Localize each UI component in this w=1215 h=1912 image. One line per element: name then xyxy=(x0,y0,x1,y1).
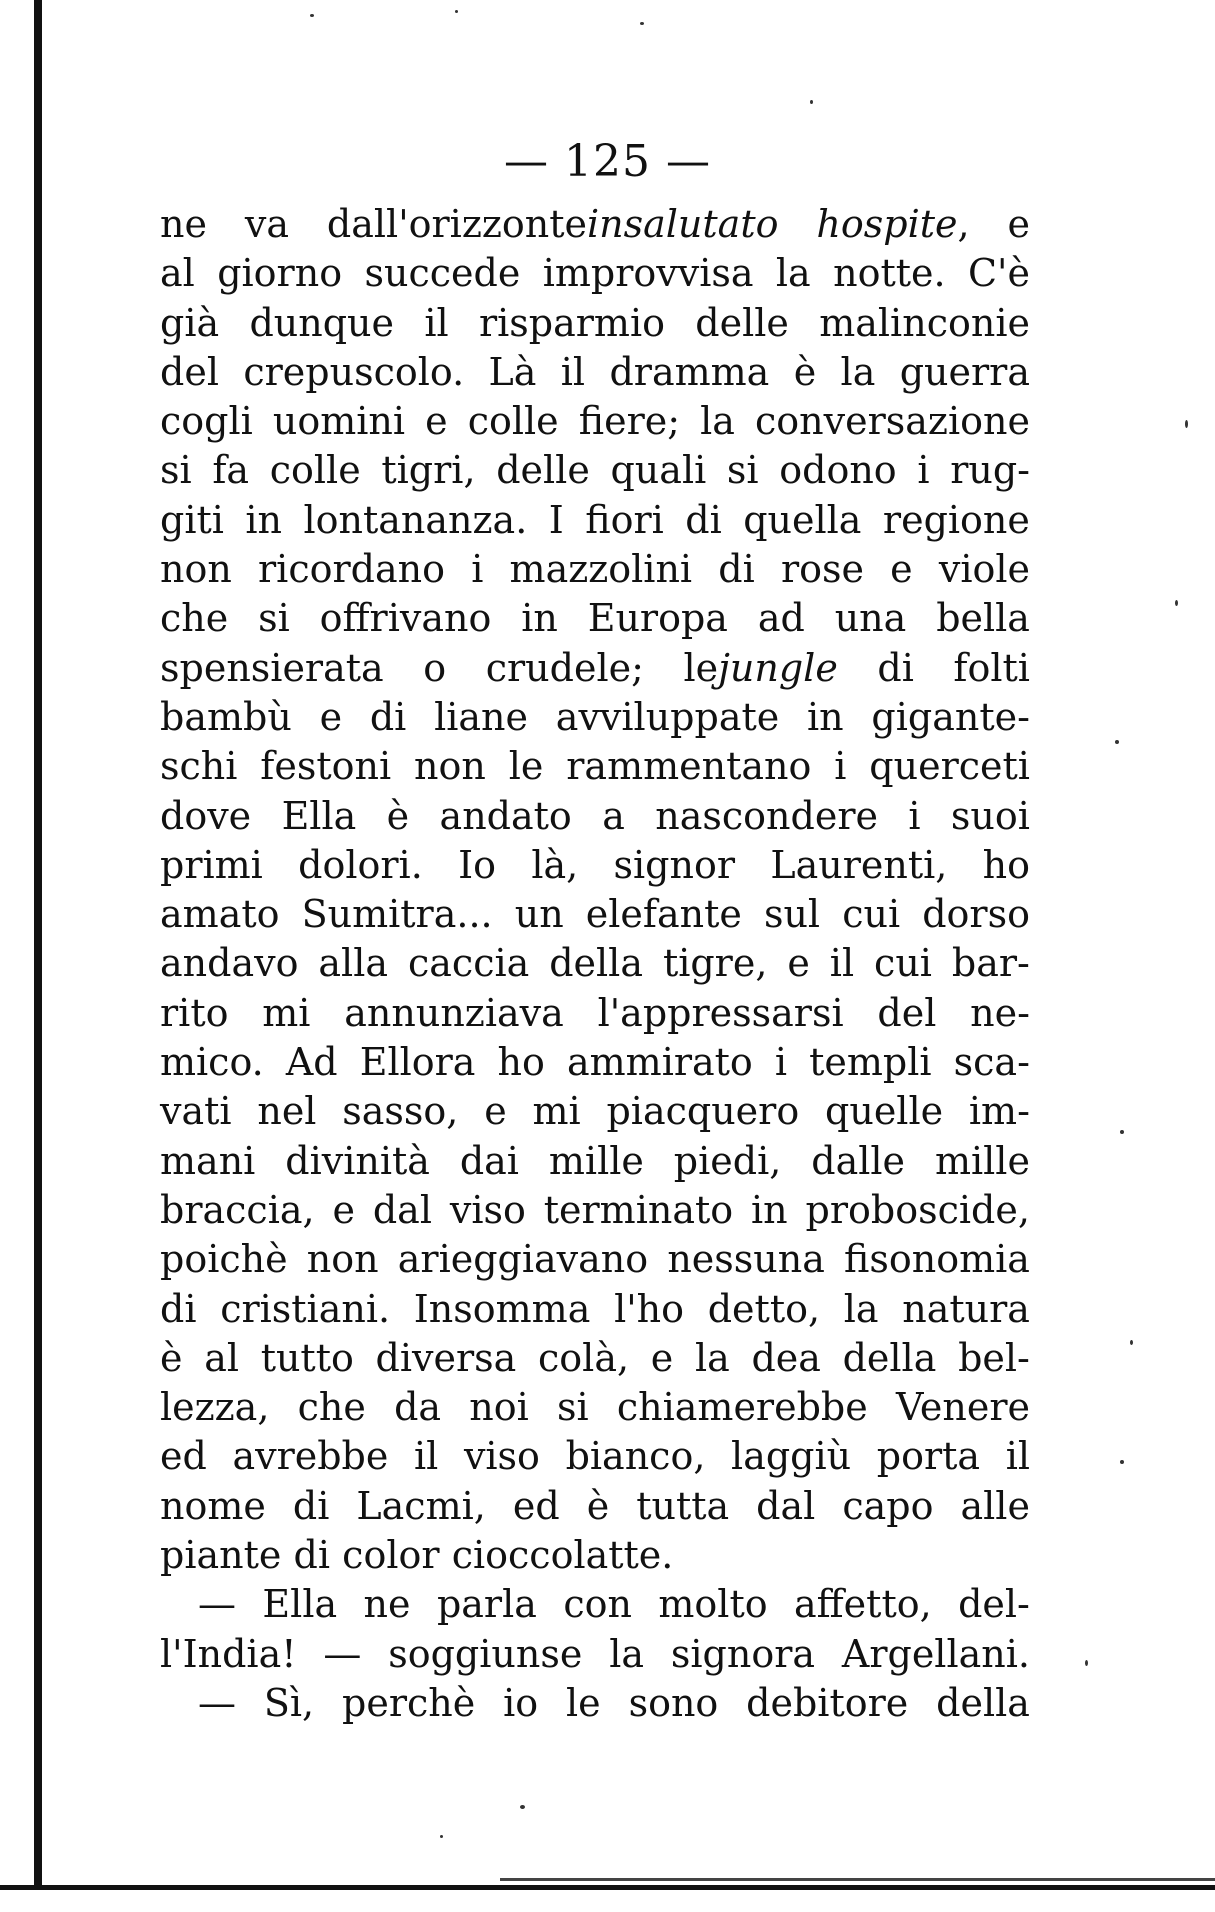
text-line xyxy=(160,545,1030,594)
word: dal xyxy=(756,1483,816,1528)
text-line xyxy=(160,742,1030,791)
word: bar- xyxy=(951,941,1030,986)
text-line xyxy=(160,496,1030,545)
word: Io xyxy=(458,842,496,887)
word: la xyxy=(840,349,876,394)
word: avrebbe xyxy=(232,1434,389,1479)
word: dalle xyxy=(811,1138,906,1183)
word: al xyxy=(204,1335,239,1380)
word: è xyxy=(386,793,410,838)
word: molto xyxy=(658,1582,768,1627)
page-number-header xyxy=(0,138,1215,186)
word: — xyxy=(198,1680,236,1725)
word: alla xyxy=(318,941,389,986)
word: ho xyxy=(982,842,1030,887)
word: Sì, xyxy=(263,1680,315,1725)
text-line xyxy=(160,1285,1030,1334)
text-line xyxy=(160,939,1030,988)
word: ed xyxy=(160,1434,207,1479)
word: mille xyxy=(548,1138,644,1183)
word: crudele; xyxy=(485,645,644,690)
word: della xyxy=(842,1335,937,1380)
word: Sumitra... xyxy=(301,892,493,937)
word: Laurenti, xyxy=(770,842,948,887)
word: templi xyxy=(809,1040,932,1085)
word: si xyxy=(258,596,290,641)
text-line xyxy=(160,644,1030,693)
word: i xyxy=(774,1040,788,1085)
word: al xyxy=(160,251,195,296)
word: bella xyxy=(936,596,1030,641)
word: i xyxy=(917,448,930,493)
page-number: 125 xyxy=(564,136,651,187)
word: noi xyxy=(469,1385,529,1430)
text-line xyxy=(160,249,1030,298)
text-line xyxy=(160,1186,1030,1235)
scan-speck xyxy=(1185,420,1188,428)
scan-speck xyxy=(1130,1340,1133,1345)
word: cogli xyxy=(160,399,253,444)
word: malinconie xyxy=(819,300,1030,345)
word: proboscide, xyxy=(805,1187,1030,1232)
word: mani xyxy=(160,1138,256,1183)
word: le xyxy=(508,744,544,789)
word: elefante xyxy=(585,892,742,937)
word: io xyxy=(503,1680,539,1725)
word: in xyxy=(807,694,844,739)
word: di xyxy=(292,1483,330,1528)
word: Argellani. xyxy=(841,1631,1030,1676)
word: da xyxy=(394,1385,442,1430)
word: colle xyxy=(467,399,559,444)
word: caccia xyxy=(407,941,530,986)
word: rammentano xyxy=(566,744,812,789)
word: il xyxy=(414,1434,439,1479)
word: i xyxy=(908,793,921,838)
word: la xyxy=(694,1335,730,1380)
text-line xyxy=(160,446,1030,495)
word: tutta xyxy=(636,1483,730,1528)
word: detto, xyxy=(707,1286,821,1331)
word: conversazione xyxy=(755,399,1030,444)
scan-speck xyxy=(1115,740,1119,744)
scan-speck xyxy=(455,10,458,13)
word: Ella xyxy=(281,793,357,838)
word: terminato xyxy=(543,1187,734,1232)
word: liane xyxy=(434,694,529,739)
word: il xyxy=(560,349,586,394)
word: laggiù xyxy=(731,1434,852,1479)
word: C'è xyxy=(967,251,1030,296)
word: viso xyxy=(463,1434,540,1479)
word: colà, xyxy=(538,1335,630,1380)
word: con xyxy=(563,1582,632,1627)
word: improvvisa xyxy=(542,251,754,296)
word: lezza, xyxy=(160,1385,270,1430)
word: di xyxy=(369,694,407,739)
word: l'appressarsi xyxy=(597,990,844,1035)
word: di xyxy=(877,645,914,690)
text-line xyxy=(160,890,1030,939)
word: dea xyxy=(751,1335,821,1380)
word: folti xyxy=(953,645,1030,690)
scan-speck xyxy=(440,1835,443,1838)
text-line xyxy=(160,348,1030,397)
word: arieggiavano xyxy=(397,1237,649,1282)
word: si xyxy=(160,448,192,493)
word: ne xyxy=(160,202,207,246)
word: tigre, xyxy=(662,941,768,986)
word: Là xyxy=(488,349,537,394)
scan-speck xyxy=(1175,600,1178,606)
word: di xyxy=(293,1533,331,1578)
word: è xyxy=(793,349,817,394)
word: cristiani. xyxy=(220,1286,391,1331)
word: non xyxy=(160,547,232,592)
word: ammirato xyxy=(566,1040,753,1085)
text-line xyxy=(160,1383,1030,1432)
word: spensierata xyxy=(160,645,384,690)
word: dolori. xyxy=(298,842,423,887)
text-line xyxy=(160,1580,1030,1629)
word: uomini xyxy=(272,399,406,444)
text-line xyxy=(160,1482,1030,1531)
text-line xyxy=(160,594,1030,643)
word: dunque xyxy=(249,300,395,345)
word: bambù xyxy=(160,694,292,739)
word: braccia, xyxy=(160,1187,315,1232)
word: si xyxy=(726,448,759,493)
word: diversa xyxy=(375,1335,517,1380)
text-line xyxy=(160,1334,1030,1383)
text-line xyxy=(160,1038,1030,1087)
scan-speck xyxy=(1085,1660,1088,1666)
word: delle xyxy=(496,448,590,493)
word: e xyxy=(425,399,448,444)
word: di xyxy=(718,547,755,592)
word: di xyxy=(685,497,722,542)
word: debitore xyxy=(746,1680,909,1725)
word: va xyxy=(244,202,289,246)
word: gigante- xyxy=(871,694,1030,739)
binding-edge-rule xyxy=(34,0,42,1888)
word: nome xyxy=(160,1483,266,1528)
text-line xyxy=(160,693,1030,742)
word: — xyxy=(323,1631,362,1676)
word: Venere xyxy=(895,1385,1030,1430)
scan-speck xyxy=(310,14,314,17)
word: tutto xyxy=(260,1335,354,1380)
word: querceti xyxy=(869,744,1030,789)
word: a xyxy=(602,793,625,838)
text-line xyxy=(160,1679,1030,1728)
body-text xyxy=(160,200,1030,1728)
word: mico. xyxy=(160,1040,264,1085)
word: dramma xyxy=(609,349,770,394)
word: annunziava xyxy=(344,990,564,1035)
text-line xyxy=(160,397,1030,446)
word: che xyxy=(160,596,229,641)
word: piante xyxy=(160,1533,282,1578)
word: mi xyxy=(262,990,311,1035)
word: parla xyxy=(436,1582,537,1627)
word: Europa xyxy=(587,596,728,641)
word: Ad xyxy=(285,1040,338,1085)
word: mi xyxy=(532,1089,581,1134)
word: hospite, xyxy=(816,202,970,246)
word: colle xyxy=(269,448,361,493)
word: Lacmi, xyxy=(356,1483,486,1528)
word: i xyxy=(834,744,847,789)
word: la xyxy=(609,1631,645,1676)
word: crepuscolo. xyxy=(243,349,465,394)
word: piacquero xyxy=(606,1089,800,1134)
word: fiori xyxy=(585,497,664,542)
word: e xyxy=(1007,202,1030,246)
word: in xyxy=(751,1187,788,1232)
word: sca- xyxy=(953,1040,1030,1085)
word: fa xyxy=(212,448,250,493)
text-line xyxy=(160,1087,1030,1136)
word: odono xyxy=(779,448,897,493)
word: l'ho xyxy=(614,1286,685,1331)
word: del- xyxy=(958,1582,1030,1627)
word: alle xyxy=(960,1483,1030,1528)
word: festoni xyxy=(260,744,392,789)
word: o xyxy=(423,645,447,690)
word: e xyxy=(319,694,343,739)
word: nessuna xyxy=(667,1237,825,1282)
word: affetto, xyxy=(794,1582,932,1627)
word: in xyxy=(521,596,558,641)
word: e xyxy=(890,547,913,592)
word: che xyxy=(297,1385,366,1430)
word: la xyxy=(775,251,811,296)
word: il xyxy=(829,941,855,986)
scan-speck xyxy=(810,100,813,104)
word: notte. xyxy=(833,251,946,296)
word: divinità xyxy=(285,1138,430,1183)
word: un xyxy=(514,892,564,937)
word: ne xyxy=(363,1582,411,1627)
word: fisonomia xyxy=(844,1237,1030,1282)
word: porta xyxy=(876,1434,981,1479)
word: I xyxy=(548,497,564,542)
word: — xyxy=(198,1582,236,1627)
word: dai xyxy=(459,1138,519,1183)
text-line xyxy=(160,1630,1030,1679)
text-line xyxy=(160,1235,1030,1284)
word: dove xyxy=(160,793,252,838)
word: rose xyxy=(780,547,864,592)
word: nel xyxy=(257,1089,317,1134)
scan-speck xyxy=(1120,1130,1124,1134)
word: cui xyxy=(842,892,901,937)
word: Ella xyxy=(262,1582,338,1627)
word: andato xyxy=(439,793,572,838)
word: offrivano xyxy=(319,596,492,641)
page-number-prefix: — xyxy=(504,136,564,187)
word: la xyxy=(843,1286,879,1331)
word: im- xyxy=(968,1089,1030,1134)
bottom-edge-rule-secondary xyxy=(500,1878,1215,1881)
text-line xyxy=(160,1531,1030,1580)
word: suoi xyxy=(950,793,1030,838)
word: tigri, xyxy=(381,448,476,493)
word: fiere; xyxy=(578,399,681,444)
word: è xyxy=(586,1483,610,1528)
bottom-edge-rule xyxy=(0,1885,1215,1890)
text-line xyxy=(160,1432,1030,1481)
word: ricordano xyxy=(258,547,445,592)
word: giti xyxy=(160,497,224,542)
word: viole xyxy=(938,547,1030,592)
word: signor xyxy=(613,842,736,887)
word: lontananza. xyxy=(303,497,528,542)
word: rug- xyxy=(950,448,1030,493)
word: della xyxy=(549,941,643,986)
word: e xyxy=(332,1187,355,1232)
word: natura xyxy=(902,1286,1030,1331)
word: giorno xyxy=(217,251,343,296)
word: una xyxy=(834,596,907,641)
word: il xyxy=(1005,1434,1030,1479)
word: nascondere xyxy=(655,793,878,838)
word: succede xyxy=(364,251,521,296)
word: e xyxy=(484,1089,507,1134)
word: il xyxy=(424,300,449,345)
word: bel- xyxy=(958,1335,1030,1380)
text-line xyxy=(160,792,1030,841)
word: amato xyxy=(160,892,280,937)
word: cioccolatte. xyxy=(451,1533,674,1578)
word: si xyxy=(556,1385,589,1430)
scan-speck xyxy=(1120,1460,1124,1464)
word: delle xyxy=(695,300,789,345)
scan-speck xyxy=(640,22,644,25)
word: vati xyxy=(160,1089,232,1134)
scan-speck xyxy=(520,1805,525,1809)
word: della xyxy=(936,1680,1030,1725)
word: in xyxy=(245,497,283,542)
word: bianco, xyxy=(565,1434,706,1479)
word: schi xyxy=(160,744,238,789)
word: avviluppate xyxy=(555,694,780,739)
word: sono xyxy=(628,1680,719,1725)
word: quali xyxy=(610,448,707,493)
word: capo xyxy=(842,1483,934,1528)
word: Insomma xyxy=(413,1286,591,1331)
word: la xyxy=(700,399,735,444)
word: ne- xyxy=(970,990,1030,1035)
page-number-suffix: — xyxy=(650,136,711,187)
word: sul xyxy=(763,892,821,937)
word: ed xyxy=(512,1483,560,1528)
word: quella xyxy=(743,497,862,542)
word: quelle xyxy=(825,1089,944,1134)
text-line xyxy=(160,299,1030,348)
word: e xyxy=(787,941,810,986)
text-line xyxy=(160,989,1030,1038)
word: perchè xyxy=(342,1680,476,1725)
word: poichè xyxy=(160,1237,288,1282)
word: i xyxy=(471,547,484,592)
word: mille xyxy=(934,1138,1030,1183)
word: dal xyxy=(372,1187,432,1232)
text-line xyxy=(160,200,1030,249)
word: dorso xyxy=(922,892,1030,937)
word: rito xyxy=(160,990,229,1035)
word: del xyxy=(160,349,219,394)
word: regione xyxy=(882,497,1030,542)
word: ho xyxy=(497,1040,545,1085)
word: risparmio xyxy=(478,300,665,345)
word: sasso, xyxy=(342,1089,459,1134)
word: mazzolini xyxy=(509,547,693,592)
word: non xyxy=(414,744,486,789)
word: è xyxy=(160,1335,183,1380)
word: l'India! xyxy=(160,1631,297,1676)
word: lejungle xyxy=(683,645,838,690)
text-line xyxy=(160,841,1030,890)
word: le xyxy=(566,1680,601,1725)
word: signora xyxy=(670,1631,816,1676)
word: soggiunse xyxy=(388,1631,583,1676)
word: di xyxy=(160,1286,197,1331)
word: del xyxy=(877,990,937,1035)
word: ad xyxy=(757,596,805,641)
word: andavo xyxy=(160,941,299,986)
word: cui xyxy=(874,941,932,986)
word: primi xyxy=(160,842,263,887)
word: già xyxy=(160,300,220,345)
word: guerra xyxy=(899,349,1030,394)
text-line xyxy=(160,1137,1030,1186)
word: piedi, xyxy=(673,1138,782,1183)
word: e xyxy=(650,1335,674,1380)
word: chiamerebbe xyxy=(616,1385,868,1430)
word: dall'orizzonteinsalutato xyxy=(326,202,779,246)
word: là, xyxy=(531,842,579,887)
word: Ellora xyxy=(359,1040,476,1085)
word: non xyxy=(306,1237,379,1282)
word: viso xyxy=(449,1187,526,1232)
word: color xyxy=(342,1533,440,1578)
